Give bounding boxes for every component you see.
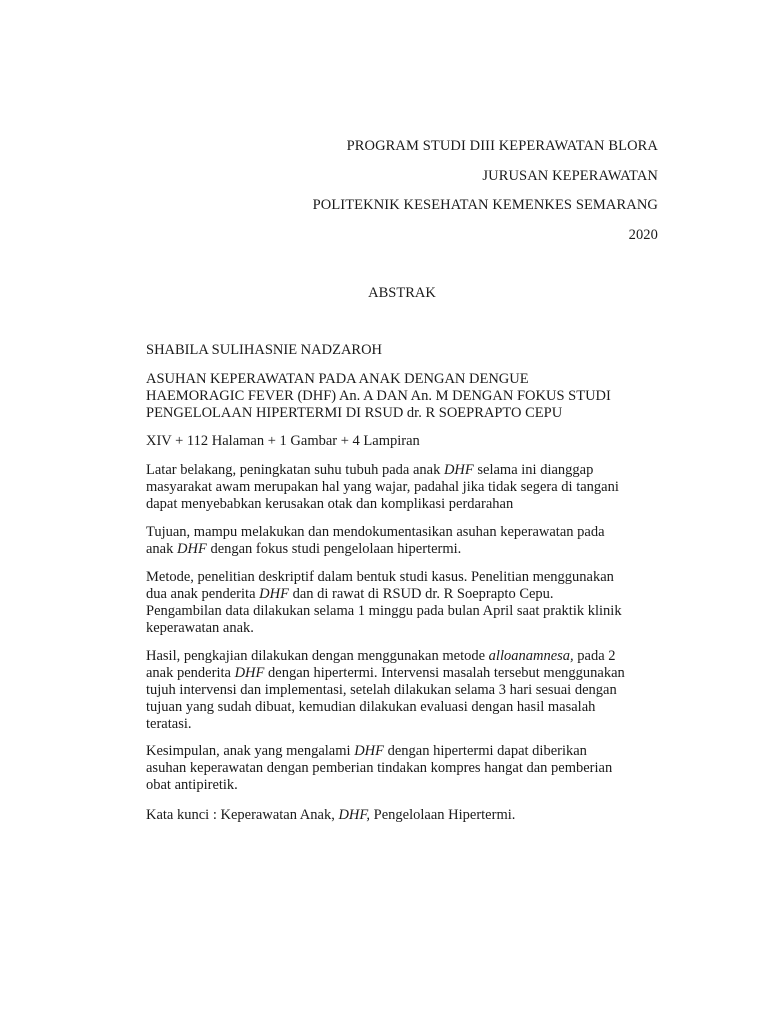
- term-alloanamnesa: alloanamnesa,: [488, 648, 574, 664]
- text: dengan hipertermi. Intervensi masalah tersebut menggunakan: [264, 665, 625, 681]
- text: tujuan yang sudah dibuat, kemudian dilakukan evaluasi dengan hasil masalah: [146, 699, 596, 715]
- header-institution: POLITEKNIK KESEHATAN KEMENKES SEMARANG: [312, 197, 658, 213]
- text: pada 2: [573, 648, 616, 664]
- text: anak: [146, 541, 177, 557]
- text: Tujuan, mampu melakukan dan mendokumentasikan asuhan keperawatan pada: [146, 524, 605, 540]
- text: Metode, penelitian deskriptif dalam bentuk studi kasus. Penelitian menggunakan: [146, 569, 614, 585]
- text: dengan fokus studi pengelolaan hipertermi.: [206, 541, 462, 557]
- thesis-title-line: ASUHAN KEPERAWATAN PADA ANAK DENGAN DENGUE: [146, 371, 529, 387]
- text: dapat menyebabkan kerusakan otak dan komplikasi perdarahan: [146, 496, 514, 512]
- thesis-title-line: PENGELOLAAN HIPERTERMI DI RSUD dr. R SOEPRAPTO CEPU: [146, 405, 563, 421]
- text: masyarakat awam merupakan hal yang wajar, padahal jika tidak segera di tangani: [146, 479, 619, 495]
- text: tujuh intervensi dan implementasi, setelah dilakukan selama 3 hari sesuai dengan: [146, 682, 617, 698]
- term-dhf: DHF: [443, 462, 474, 478]
- text: Kesimpulan, anak yang mengalami: [146, 743, 355, 759]
- author-name: SHABILA SULIHASNIE NADZAROH: [146, 342, 383, 358]
- text: Pengelolaan Hipertermi.: [370, 807, 516, 823]
- pages-info: XIV + 112 Halaman + 1 Gambar + 4 Lampiran: [146, 433, 420, 449]
- text: Pengambilan data dilakukan selama 1 minggu pada bulan April saat praktik klinik: [146, 603, 622, 619]
- text: Hasil, pengkajian dilakukan dengan menggunakan metode: [146, 648, 489, 664]
- text: dengan hipertermi dapat diberikan: [384, 743, 587, 759]
- term-dhf: DHF,: [338, 807, 371, 823]
- text: asuhan keperawatan dengan pemberian tindakan kompres hangat dan pemberian: [146, 760, 613, 776]
- text: dan di rawat di RSUD dr. R Soeprapto Cepu.: [288, 586, 554, 602]
- header-department: JURUSAN KEPERAWATAN: [482, 168, 658, 184]
- paragraph-background: [146, 462, 666, 513]
- term-dhf: DHF: [259, 586, 289, 602]
- thesis-title: [146, 371, 666, 422]
- text: obat antipiretik.: [146, 777, 238, 793]
- header-program: PROGRAM STUDI DIII KEPERAWATAN BLORA: [346, 138, 658, 154]
- text: dua anak penderita: [146, 586, 260, 602]
- paragraph-purpose: [146, 524, 666, 558]
- term-dhf: DHF: [354, 743, 384, 759]
- term-dhf: DHF: [177, 541, 207, 557]
- text: selama ini dianggap: [473, 462, 594, 478]
- text: anak penderita: [146, 665, 235, 681]
- paragraph-method: [146, 569, 666, 637]
- text: Kata kunci : Keperawatan Anak,: [146, 807, 339, 823]
- thesis-title-line: HAEMORAGIC FEVER (DHF) An. A DAN An. M DENGAN FOKUS STUDI: [146, 388, 611, 404]
- text: keperawatan anak.: [146, 620, 254, 636]
- page-title: ABSTRAK: [368, 285, 436, 301]
- paragraph-conclusion: [146, 743, 666, 794]
- keywords: [146, 807, 666, 824]
- text: teratasi.: [146, 716, 192, 732]
- header-year: 2020: [628, 227, 658, 243]
- text: Latar belakang, peningkatan suhu tubuh pada anak: [146, 462, 444, 478]
- term-dhf: DHF: [234, 665, 265, 681]
- paragraph-results: [146, 648, 666, 733]
